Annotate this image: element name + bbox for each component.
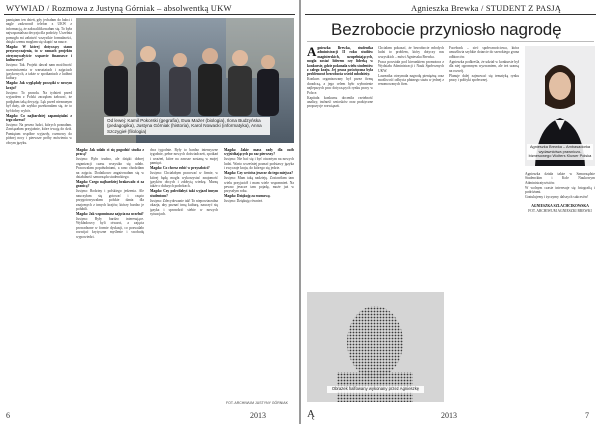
col2-question-5: Magda: Czego najbardziej brakowało ci za granicą? [76,180,144,189]
col2-answer-6: Justyna: Były bardzo interesujące. Wykładowcy byli otwarci, a zajęcia prowadzone w formie dyskusji, co pozwalało rozwijać krytyczne myślenie i swobodę wypowiedzi. [76,217,144,239]
col3-question-7: Magda: Co chcesz robić w przyszłości? [150,166,210,171]
col3-intro: dwa tygodnie. Były to bardzo intensywne tygodnie, pełne nowych doświadczeń, spotkań i wrażeń, które na zawsze zostaną w mojej pamięci. [150,148,218,166]
col1-question-1: Magda: W której dotyczący stanu przyzwyczajenia, to w ramach projektu otrzymywałyście wsparcie finansowe i kulturowe? [6,45,72,63]
col3-answer-8: Justyna: Zdecydowanie tak! To niepowtarzalna okazja, aby poznać inną kulturę, nauczyć się języka i sprawdzić siebie w nowych sytuacjach. [150,198,218,217]
left-column-1 [6,18,72,408]
right-col2-paragraph-1: Chciałam pokazać, że bezrobocie młodych ludzi to problem, który dotyczy nas wszystkich – mówi Agnieszka Brewka. [378,46,444,59]
col2-answer-4: Justyna: Było trudno, ale dzięki dobrej organizacji czasu wszystko się udało. Pracowałam popołudniami, a rano chodziłam na zajęcia. Dodatkowo angażowałam się w działalność samorządu studenckiego. [76,157,144,180]
left-column-2 [76,148,144,408]
left-page-number: 6 [6,411,10,420]
col4-answer-9: Justyna: Nie bać się i być otwartym na nowych ludzi. Warto wcześniej poznać podstawy języka i zwyczaje kraju, do którego się jedzie. [224,157,294,171]
magazine-logo-icon: Ą [307,408,315,420]
left-header-rule [4,14,295,15]
right-column-2 [378,46,444,286]
col1-question-3: Magda: Co najbardziej zapamiętałaś z tego okresu? [6,113,72,122]
right-col4-paragraph-3: Gratulujemy i życzymy dalszych sukcesów! [525,195,589,200]
portrait-photo [525,46,595,166]
col1-answer-1: Justyna: Tak. Projekt dawał nam możliwość uczestniczenia w warsztatach i zajęciach językowych, a także w spotkaniach z ludźmi kultury. [6,63,72,81]
right-col4-paragraph-1: Agnieszka działa także w Samorządzie Studenckim i Kole Naukowym Administratywistów. [525,172,595,185]
right-page-number: 7 [585,411,589,420]
left-running-header: WYWIAD / Rozmowa z Justyną Górniak – absolwentką UKW [6,3,232,13]
article-headline: Bezrobocie przyniosło nagrodę [331,20,562,39]
group-photo-caption: Od lewej: Kamil Pokorski (gegrafia), Ewa Mażer (biologia), Ilona Budzyńska (pedagogika), Justyna Górniak (historia), Karol Nowacki (informatyka), Anna Szczygieł (filologia) [104,117,270,135]
col1-question-2: Magda: Jak wyglądały początki w nowym kraju? [6,81,72,90]
col4-question-9: Magda: Jakie masz rady dla osób wyjeżdżających po raz pierwszy? [224,148,294,157]
col1-answer-2: Justyna: To prawda. Na tydzień przed wyjazdem z Polski zaczęłam żałować, że podjęłam taką decyzję. Lęk przed nieznanym był duży, ale szybko przekonałam się, że to był dobry wybór. [6,90,72,113]
right-footer-year: 2013 [441,411,457,420]
col2-question-4: Magda: Jak udało ci się pogodzić studia z pracą? [76,148,144,157]
right-col4-paragraph-2: W wolnym czasie interesuje się fotografią i podróżami. [525,185,595,195]
right-column-4 [525,172,595,402]
portrait-caption: Agnieszka Brewka – Ambasadorka wydawnictwa prawniczo-biznesowego Wolters Kluwer Polska [528,144,592,158]
right-col3-paragraph-1: Facebook – sieć społecznościowa, która umożliwia szybkie dotarcie do szerokiego grona odbiorców. [449,46,519,59]
col3-answer-7: Justyna: Chciałabym pracować w firmie, w której będę mogła wykorzystać znajomość języków obcych i zdobytą wiedzę. Marzę także o dalszych podróżach. [150,171,218,189]
right-running-header: Agnieszka Brewka / STUDENT Z PASJĄ [411,3,562,13]
article-author: AGNIESZKA SZLACHCIKOWSKA [531,203,589,208]
right-column-1 [307,46,373,286]
col1-intro: pamiętam ten dzień, gdy jechałam do babci i nagle zadzwonił telefon z UKW z informacją, że zakwalifikowałam się. To była najwspanialsza decyzja dla podróży. Uczelnia pomogła mi załatwić wszystkie formalności, dzięki czemu mogłam się skupić na nauce. [6,18,72,45]
halftone-caption: Obrazek halfowany wykonany przez Agnieszkę [327,386,424,393]
right-col1-paragraph-2: Kapituła konkursu doceniła rzetelność analizy, trafność wniosków oraz praktyczne propozycje rozwiązań. [307,95,373,109]
right-page [301,0,600,424]
right-col3-paragraph-2: Agnieszka podkreśla, że udział w konkursie był dla niej ogromnym wyzwaniem, ale też szansą na rozwój. [449,59,519,73]
right-header-rule [305,14,596,15]
right-col2-paragraph-3: Laureatka otrzymała nagrodę pieniężną oraz możliwość odbycia płatnego stażu w jednej z renomowanych firm. [378,73,444,87]
right-photo-credit: FOT. ARCHIWUM AGNIESZKI BREWKI [528,208,592,213]
group-photo [76,18,294,143]
col1-answer-3: Justyna: Na pewno ludzi, których poznałam. Zawiązałam przyjaźnie, które trwają do dziś. Pamiętam wspólne wyjazdy, rozmowy do późnej nocy i pierwsze próby mówienia w obcym języku. [6,122,72,145]
right-column-3 [449,46,519,406]
left-footer-year: 2013 [250,411,266,420]
halftone-photo [307,292,444,402]
col4-answer-11: Justyna: Dziękuję również. [224,199,264,204]
article-lead: gnieszka Brewka, studentka administracji II roku studiów magisterskich, uzupełniających, mogła zostać liderem czy liderką w konkursie, gdzie pokonała wielu studentów z całego kraju. Jej praca poświęcona była problemowi bezrobocia wśród młodzieży. [307,46,373,77]
right-col1-paragraph-1: Konkurs organizowany był przez firmę doradczą, a jego celem było wyłonienie najlepszych prac dotyczących rynku pracy w Polsce. [307,77,373,95]
left-column-3 [150,148,218,408]
right-col2-paragraph-2: Praca powstała pod kierunkiem promotora z Wydziału Administracji i Nauk Społecznych UKW. [378,59,444,73]
left-page [0,0,299,424]
left-column-4 [224,148,294,398]
left-photo-credit: FOT. ARCHIWUM JUSTYNY GÓRNIAK [226,401,288,405]
headline-rule [307,41,594,42]
col4-question-10: Magda: Czy wrócisz jeszcze do tego miejsca? [224,171,294,176]
col4-question-11: Magda: Dziękuję za rozmowę. [224,194,271,199]
col2-answer-5: Justyna: Rodziny i polskiego jedzenia. Ale nauczyłam się gotować i często przygotowywałam polskie dania dla znajomych z innych krajów, którzy bardzo je polubili. [76,189,144,212]
col3-question-8: Magda: Czy poleciłabyś taki wyjazd innym studentom? [150,189,218,198]
col4-answer-10: Justyna: Mam taką nadzieję. Zostawiłam tam wielu przyjaciół i mam wiele wspomnień. Na pewno jeszcze tam pojadę, może już w przyszłym roku. [224,176,294,194]
drop-cap: A [307,46,317,59]
col2-question-6: Magda: Jak wspominasz zajęcia na uczelni? [76,212,144,217]
right-col3-paragraph-3: Planuje dalej zajmować się tematyką rynku pracy i polityki społecznej. [449,73,519,83]
